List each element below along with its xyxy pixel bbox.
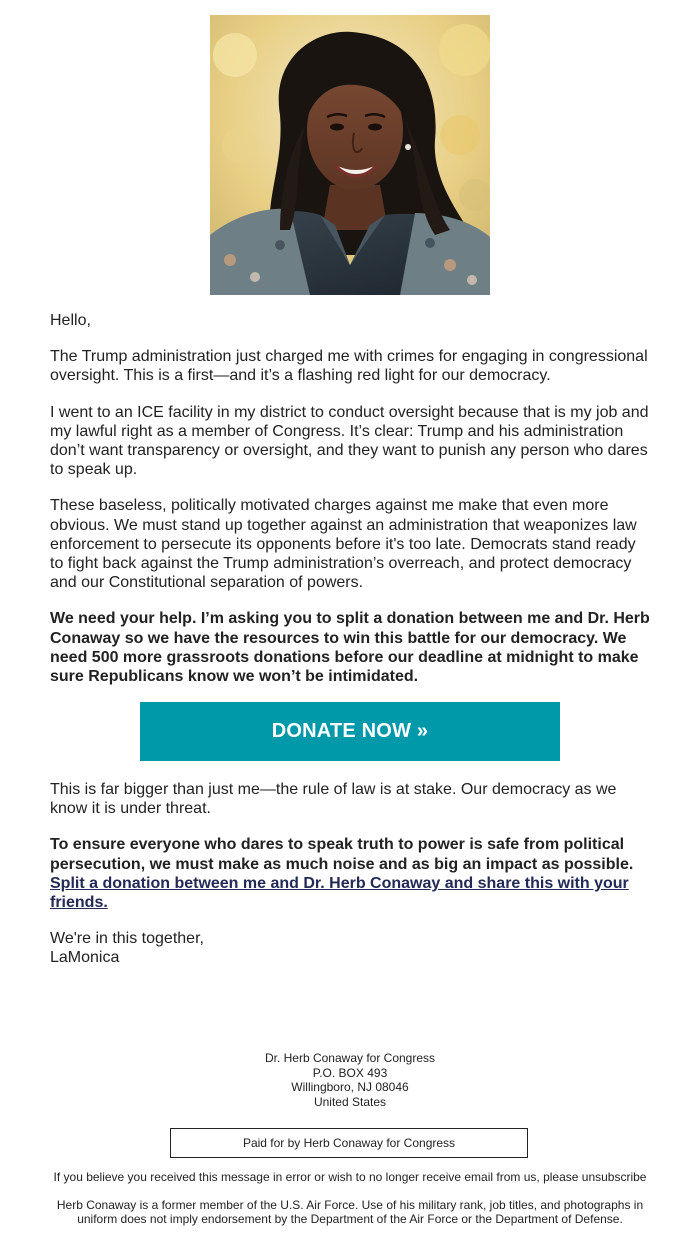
paid-for-box: Paid for by Herb Conaway for Congress <box>170 1128 528 1158</box>
email-body <box>50 311 652 703</box>
paragraph-6 <box>50 835 652 912</box>
paragraph-3: These baseless, politically motivated charges against me make that even more obvious. We must stand up together against an administration that weaponizes law enforcement to persecute its opponents before it's too late. Democrats stand ready to fight back against the Trump administration’s overreach, and protect democracy and our Constitutional separation of powers. <box>50 497 637 592</box>
donate-now-button[interactable]: DONATE NOW » <box>140 702 560 761</box>
closing-line: We're in this together, <box>50 930 204 948</box>
signature: LaMonica <box>50 949 120 967</box>
split-donation-link[interactable]: Split a donation between me and Dr. Herb Conaway and share this with your friends. <box>50 874 629 912</box>
closing <box>50 929 652 967</box>
paragraph-5: This is far bigger than just me—the rule of law is at stake. Our democracy as we know it is under threat. <box>50 781 617 818</box>
footer-po-box: P.O. BOX 493 <box>312 1065 388 1080</box>
donate-button-container <box>140 702 560 761</box>
footer-country: United States <box>313 1094 387 1109</box>
paragraph-6-text: To ensure everyone who dares to speak truth to power is safe from political persecution, we must make as much noise and as big an impact as possible. <box>50 836 634 873</box>
footer-city: Willingboro, NJ 08046 <box>291 1080 409 1095</box>
paragraph-1: The Trump administration just charged me with crimes for engaging in congressional oversight. This is a first—and it’s a flashing red light for our democracy. <box>50 348 648 385</box>
email-body-continued <box>50 780 652 985</box>
paragraph-2: I went to an ICE facility in my district to conduct oversight because that is my job and my lawful right as a member of Congress. It’s clear: Trump and his administration don’t want transparency or oversight, and they want to punish any person who dares to speak up. <box>50 403 649 479</box>
military-disclaimer: Herb Conaway is a former member of the U.S. Air Force. Use of his military rank, job titles, and photographs in uniform does not imply endorsement by the Department of the Air Force or the Department of Defense. <box>56 1198 644 1226</box>
footer-address <box>0 1051 700 1109</box>
portrait-image <box>210 15 490 295</box>
greeting: Hello, <box>50 312 91 329</box>
paragraph-ask: We need your help. I’m asking you to split a donation between me and Dr. Herb Conaway so we have the resources to win this battle for our democracy. We need 500 more grassroots donations before our deadline at midnight to make sure Republicans know we won’t be intimidated. <box>50 610 650 686</box>
unsubscribe-notice <box>0 1170 700 1184</box>
hero-photo <box>210 15 490 295</box>
unsubscribe-link[interactable]: If you believe you received this message in error or wish to no longer receive email from us, please unsubscribe <box>53 1170 647 1184</box>
footer-org: Dr. Herb Conaway for Congress <box>264 1051 436 1065</box>
